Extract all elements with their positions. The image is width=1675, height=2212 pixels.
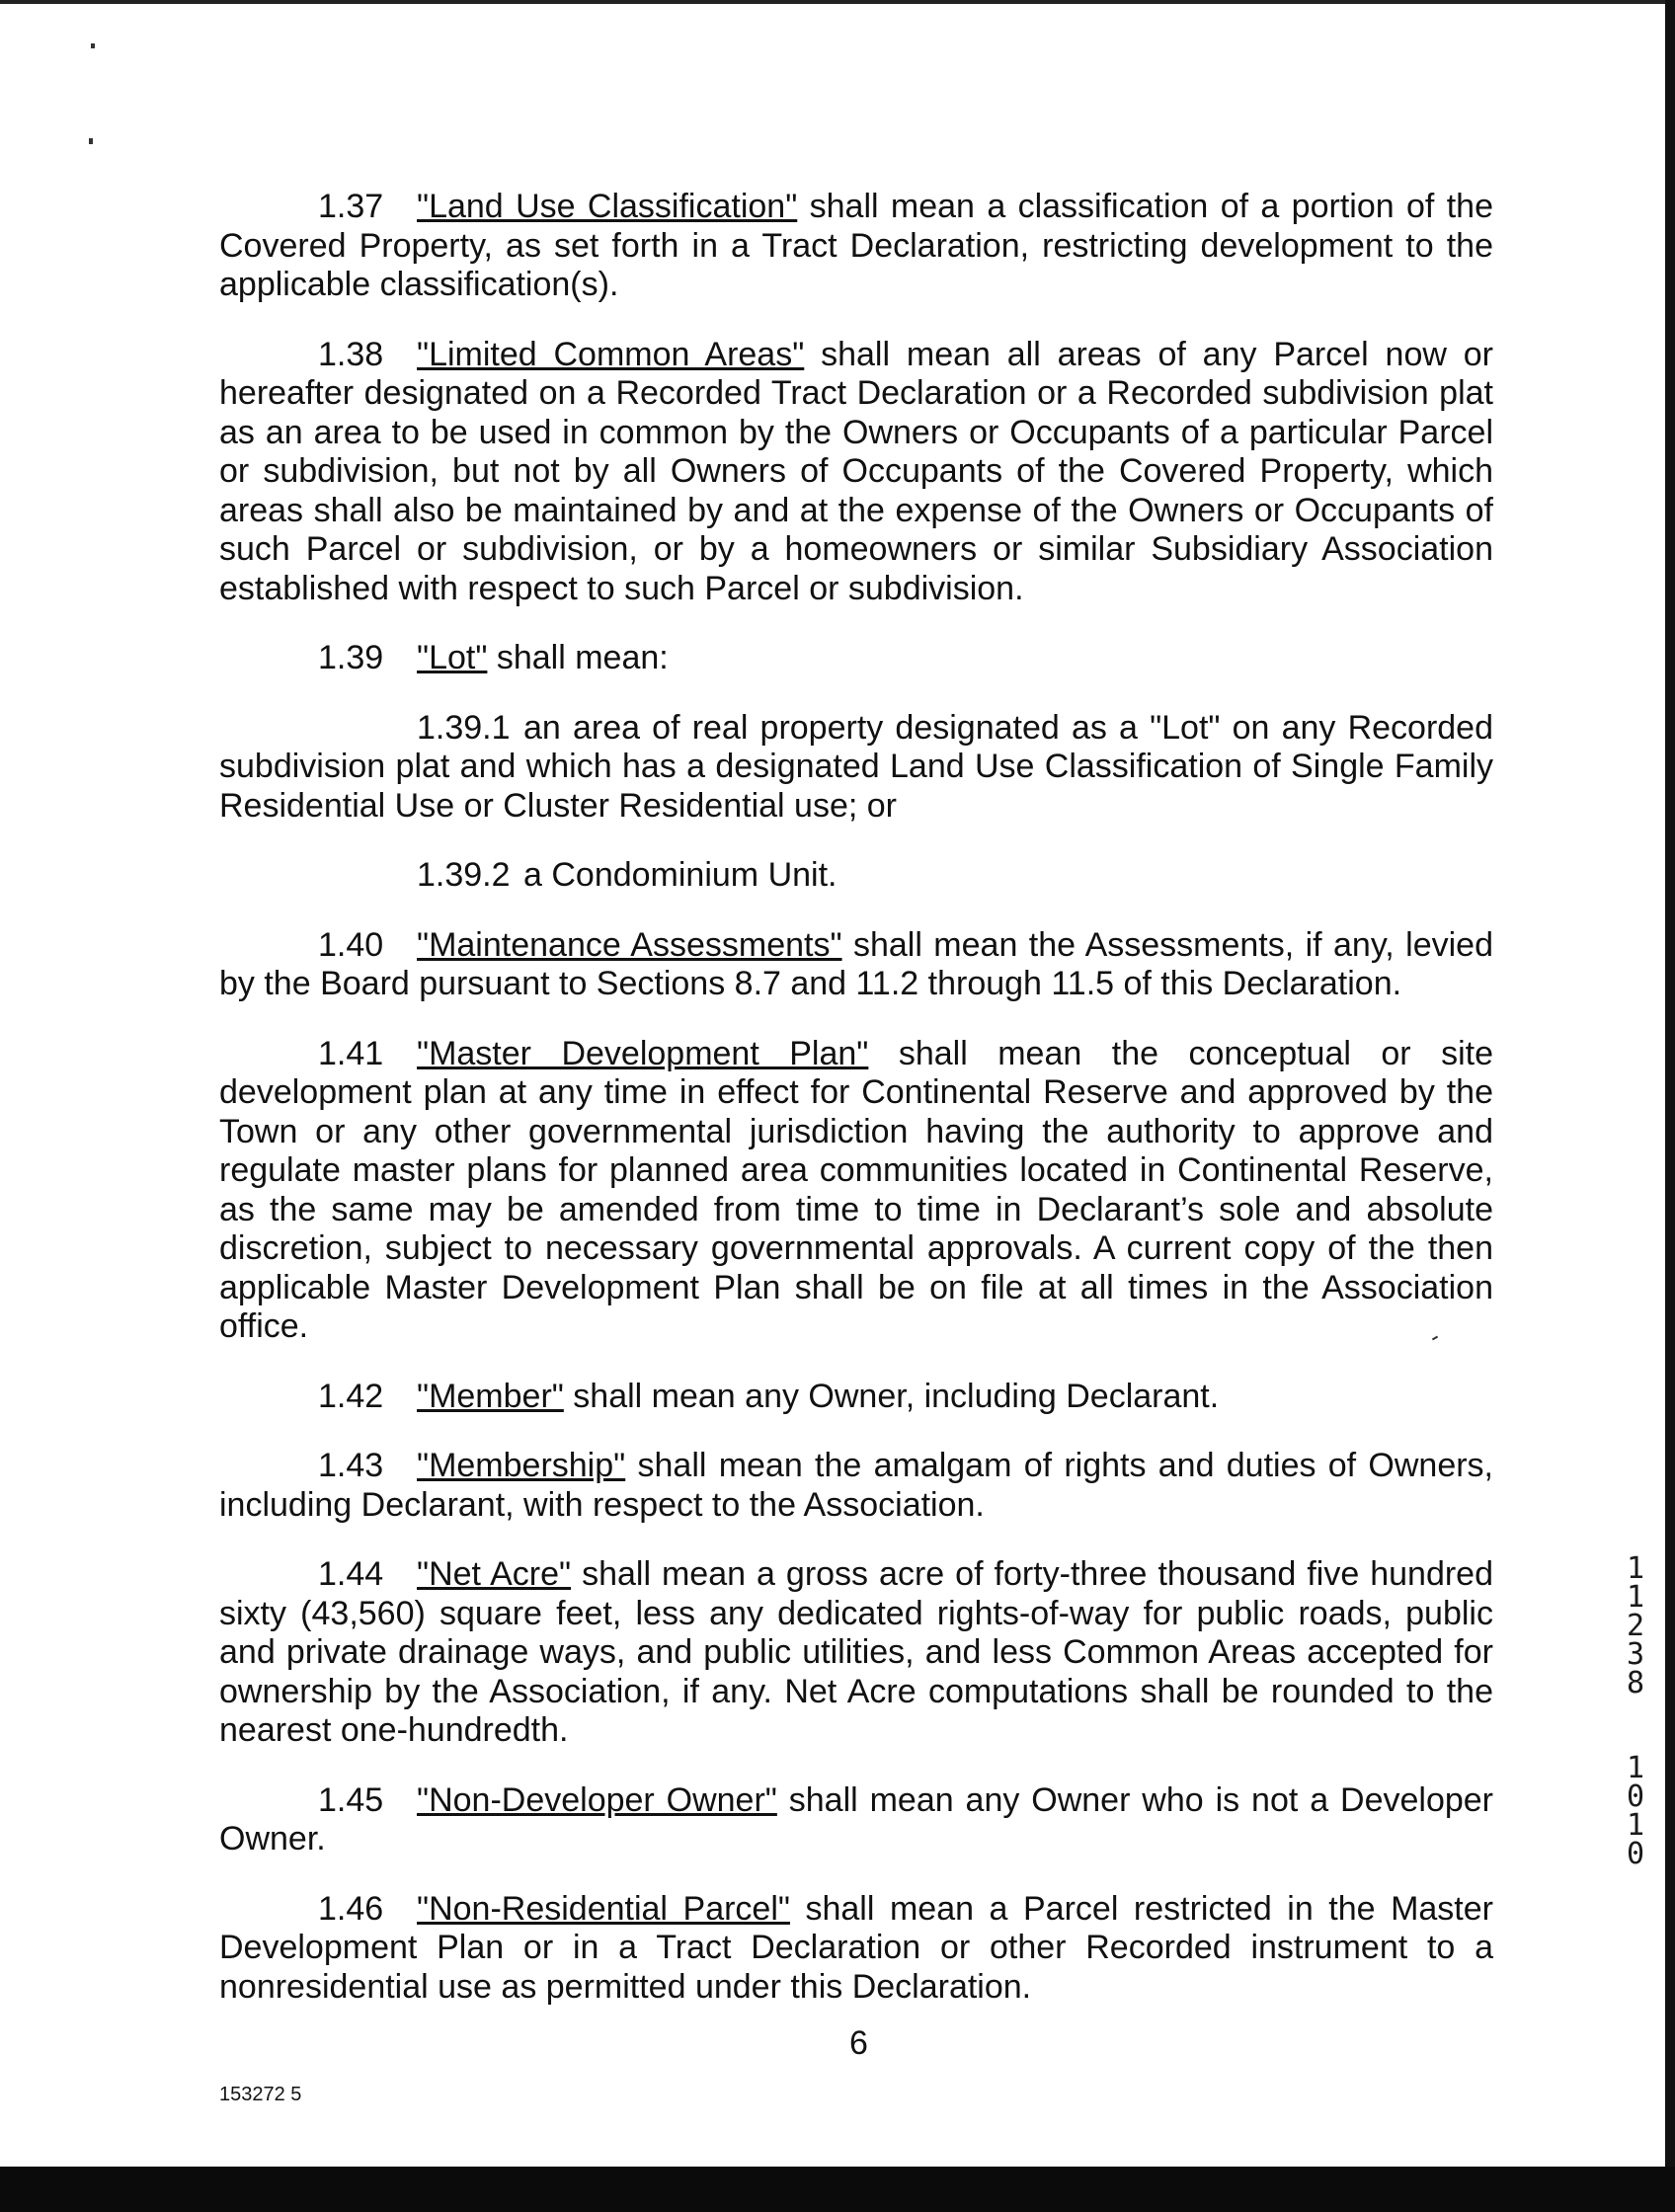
- definition-text: shall mean any Owner who is not a Developer Owner.: [219, 1780, 1493, 1857]
- scan-speck: [91, 43, 95, 48]
- definition-1-46: [219, 1890, 1493, 2008]
- defined-term: "Lot": [417, 639, 488, 676]
- subsection-number: 1.39.1: [417, 708, 511, 747]
- definition-text: an area of real property designated as a "Lot" on any Recorded subdivision plat and which has a designated Land Use Classification of Single Family Residential Use or Cluster Residential use; or: [219, 708, 1493, 825]
- definition-text: shall mean a Parcel restricted in the Master Development Plan or in a Tract Declaration or other Recorded instrument to a nonresidential use as permitted under this Declaration.: [219, 1889, 1493, 2006]
- defined-term: "Land Use Classification": [417, 188, 798, 225]
- defined-term: "Non-Developer Owner": [417, 1780, 777, 1819]
- defined-term: "Membership": [417, 1447, 626, 1484]
- definition-text: a Condominium Unit.: [523, 856, 838, 894]
- section-number: 1.38: [318, 335, 384, 373]
- definition-1-39-2: [219, 856, 1493, 896]
- recording-number-stamp-lower: 1 0 1 0: [1626, 1751, 1645, 1871]
- section-number: 1.40: [318, 925, 384, 964]
- definition-text: shall mean a gross acre of forty-three thousand five hundred sixty (43,560) square feet, less any dedicated rights-of-way for public roads, public and private drainage ways, and public utilities, and less Common Areas accepted for ownership by the Association, if any. Net Acre computations shall be rounded to the nearest one-hundredth.: [219, 1555, 1494, 1749]
- subsection-number: 1.39.2: [417, 856, 511, 894]
- defined-term: "Maintenance Assessments": [417, 925, 842, 964]
- definition-1-44: [219, 1555, 1493, 1751]
- definition-1-41: [219, 1035, 1493, 1347]
- definition-text: shall mean any Owner, including Declarant.: [563, 1377, 1220, 1415]
- section-number: 1.37: [318, 188, 384, 225]
- definition-1-39-1: [219, 709, 1493, 827]
- definition-1-39: [219, 639, 1493, 678]
- section-number: 1.43: [318, 1447, 384, 1484]
- definition-1-43: [219, 1447, 1493, 1525]
- defined-term: "Master Development Plan": [417, 1034, 869, 1072]
- definition-1-40: [219, 926, 1493, 1004]
- document-id: 153272 5: [219, 2084, 302, 2105]
- section-number: 1.42: [318, 1377, 384, 1415]
- scan-edge-top: [0, 0, 1675, 4]
- recording-number-stamp-upper: 1 1 2 3 8: [1626, 1551, 1645, 1700]
- section-number: 1.44: [318, 1555, 384, 1593]
- page-number: 6: [849, 2024, 868, 2062]
- defined-term: "Non-Residential Parcel": [417, 1889, 790, 1928]
- document-body: [219, 188, 1493, 2037]
- definition-1-38: [219, 336, 1493, 609]
- definition-text: shall mean the amalgam of rights and duties of Owners, including Declarant, with respect to the Association.: [219, 1447, 1493, 1524]
- definition-text: shall mean the conceptual or site development plan at any time in effect for Continental Reserve and approved by the Town or any other governmental jurisdiction having the authority to approve and regulate master plans for planned area communities located in Continental Reserve, as the same may be amended from time to time in Declarant’s sole and absolute discretion, subject to necessary governmental approvals. A current copy of the then applicable Master Development Plan shall be on file at all times in the Association office.: [219, 1034, 1494, 1345]
- section-number: 1.39: [318, 639, 384, 676]
- definition-text: shall mean a classification of a portion of the Covered Property, as set forth in a Tract Declaration, restricting development to the applicable classification(s).: [219, 188, 1493, 303]
- definition-text: shall mean the Assessments, if any, levied by the Board pursuant to Sections 8.7 and 11.2 through 11.5 of this Declaration.: [219, 925, 1493, 1002]
- defined-term: "Limited Common Areas": [417, 335, 805, 373]
- definition-1-42: [219, 1378, 1493, 1417]
- scan-edge-bottom: [0, 2167, 1675, 2212]
- section-number: 1.41: [318, 1034, 384, 1072]
- scan-edge-right: [1665, 0, 1675, 2212]
- scan-speck: [89, 138, 93, 144]
- definition-text: shall mean all areas of any Parcel now or hereafter designated on a Recorded Tract Declaration or a Recorded subdivision plat as an area to be used in common by the Owners or Occupants of a particular Parcel or subdivision, but not by all Owners of Occupants of the Covered Property, which areas shall also be maintained by and at the expense of the Owners or Occupants of such Parcel or subdivision, or by a homeowners or similar Subsidiary Association established with respect to such Parcel or subdivision.: [219, 335, 1493, 607]
- definition-1-45: [219, 1781, 1493, 1859]
- section-number: 1.46: [318, 1889, 384, 1928]
- section-number: 1.45: [318, 1780, 384, 1819]
- defined-term: "Member": [417, 1377, 564, 1415]
- defined-term: "Net Acre": [417, 1555, 572, 1593]
- definition-1-37: [219, 188, 1493, 305]
- definition-text: shall mean:: [487, 639, 669, 676]
